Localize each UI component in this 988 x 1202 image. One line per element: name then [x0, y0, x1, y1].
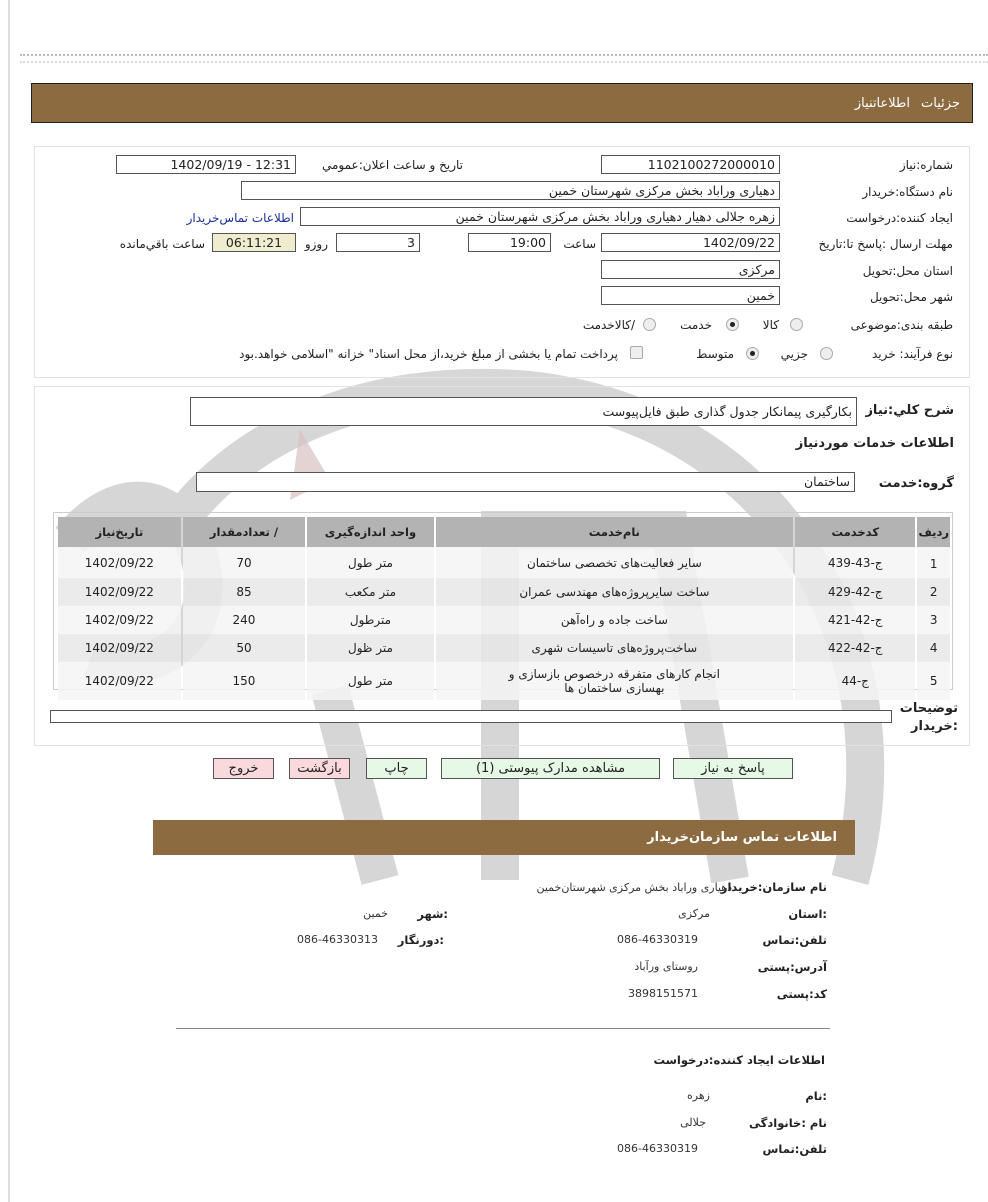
- deadline-label: مهلت ارسال :پاسخ تا:تاریخ: [818, 237, 953, 251]
- category-radio-service[interactable]: [726, 318, 739, 331]
- need-number-label: شماره:نیاز: [899, 158, 953, 172]
- print-button[interactable]: چاپ: [366, 758, 427, 779]
- remaining-label: ساعت باقي‌مانده: [119, 237, 205, 251]
- postal-code-label: کد:پستی: [776, 987, 827, 1001]
- table-row: [58, 547, 950, 578]
- table-header-row: [58, 517, 950, 547]
- cell-quantity: 85: [183, 578, 306, 606]
- cell-row-number: 2: [917, 578, 950, 606]
- cell-service-code: ج-42-429: [795, 578, 915, 606]
- respond-button[interactable]: پاسخ به نیاز: [673, 758, 793, 779]
- category-option-goods-service: /کالاخدمت: [582, 318, 635, 332]
- creator-info-title: اطلاعات ایجاد کننده:درخواست: [653, 1053, 825, 1067]
- cell-unit: مترطول: [307, 606, 433, 634]
- process-option-minor: جزيي: [780, 347, 808, 361]
- cell-quantity: 150: [183, 662, 306, 700]
- col-service-name: نام‌خدمت: [436, 517, 793, 547]
- creator-label: ایجاد کننده:درخواست: [846, 211, 953, 225]
- cell-quantity: 50: [183, 634, 306, 662]
- page-left-border: [8, 0, 10, 1202]
- cell-service-code: ج-43-439: [795, 547, 915, 578]
- cell-service-name: ساخت جاده و راه‌آهن: [436, 606, 793, 634]
- cell-need-date: 1402/09/22: [58, 634, 181, 662]
- province-contact-value: مرکزی: [678, 907, 710, 920]
- table-row: [58, 662, 950, 700]
- creator-name-label: :نام: [805, 1089, 827, 1103]
- services-heading: اطلاعات خدمات موردنیاز: [795, 436, 954, 451]
- address-value: روستای ورآباد: [634, 960, 698, 973]
- cell-quantity: 240: [183, 606, 306, 634]
- province-contact-label: :استان: [788, 907, 827, 921]
- buyer-org-label: نام دستگاه:خریدار: [862, 185, 953, 199]
- deadline-time-field: 19:00: [468, 233, 551, 252]
- cell-service-name: ساخت‌پروژه‌های تاسیسات شهری: [436, 634, 793, 662]
- cell-service-code: ج-44: [795, 662, 915, 700]
- city-contact-label: :شهر: [417, 907, 448, 921]
- cell-quantity: 70: [183, 547, 306, 578]
- treasury-payment-label: پرداخت تمام یا بخشی از مبلغ خرید،از محل اسناد" خزانه "اسلامی خواهد.بود: [239, 347, 618, 361]
- cell-unit: متر طول: [307, 662, 433, 700]
- header-title-details: جزئیات: [921, 96, 960, 111]
- table-row: [58, 634, 950, 662]
- org-name-value: دهیاری وراباد بخش مرکزی شهرستان‌خمین: [536, 881, 732, 894]
- buyer-notes-label: توضیحات :خریدار: [899, 701, 958, 734]
- city-field: خمین: [601, 286, 780, 305]
- fax-value: 086-46330313: [297, 933, 378, 946]
- service-group-label: گروه:خدمت: [878, 476, 954, 491]
- table-row: [58, 578, 950, 606]
- cell-service-name: انجام کارهای متفرقه درخصوص بازسازی و بهسازی ساختمان ها: [436, 662, 793, 700]
- creator-field: زهره جلالی دهیار دهیاری وراباد بخش مرکزی شهرستان خمین: [300, 207, 780, 226]
- creator-phone-value: 086-46330319: [617, 1142, 698, 1155]
- buyer-notes-field: [50, 710, 892, 723]
- process-radio-minor[interactable]: [820, 347, 833, 360]
- summary-label: شرح کلي:نیاز: [865, 403, 954, 418]
- header-title-need-info: اطلاعاتنیاز: [854, 96, 910, 111]
- cell-need-date: 1402/09/22: [58, 662, 181, 700]
- postal-code-value: 3898151571: [628, 987, 698, 1000]
- table-row: [58, 606, 950, 634]
- creator-name-value: زهره: [687, 1089, 710, 1102]
- buyer-contact-link[interactable]: اطلاعات تماس‌خریدار: [186, 211, 294, 225]
- category-radio-goods[interactable]: [790, 318, 803, 331]
- days-label: روزو: [304, 237, 328, 251]
- view-attachments-button[interactable]: مشاهده مدارک پیوستی (1): [441, 758, 660, 779]
- cell-need-date: 1402/09/22: [58, 578, 181, 606]
- section-divider: [176, 1028, 830, 1029]
- province-label: استان محل:تحویل: [862, 264, 953, 278]
- cell-service-name: ساخت سایرپروژه‌های مهندسی عمران: [436, 578, 793, 606]
- details-header-bar: [31, 83, 973, 123]
- province-field: مرکزی: [601, 260, 780, 279]
- remaining-timer: 06:11:21: [212, 233, 296, 252]
- category-option-goods: کالا: [762, 318, 779, 332]
- cell-row-number: 3: [917, 606, 950, 634]
- exit-button[interactable]: خروج: [213, 758, 274, 779]
- col-need-date: تاریخ‌نیاز: [58, 517, 181, 547]
- category-label: طبقه بندی:موضوعی: [850, 318, 953, 332]
- treasury-payment-checkbox[interactable]: [630, 346, 643, 359]
- cell-service-code: ج-42-421: [795, 606, 915, 634]
- creator-family-label: نام :خانوادگی: [749, 1116, 827, 1130]
- process-radio-medium[interactable]: [746, 347, 759, 360]
- top-divider: [20, 54, 988, 63]
- buyer-contact-header: [153, 820, 855, 855]
- col-service-code: کدخدمت: [795, 517, 915, 547]
- announce-field: 1402/09/19 - 12:31: [116, 155, 296, 174]
- col-quantity: / تعدادمقدار: [183, 517, 306, 547]
- announce-label: تاریخ و ساعت اعلان:عمومي: [321, 158, 463, 172]
- city-label: شهر محل:تحویل: [869, 290, 953, 304]
- cell-unit: متر طول: [307, 547, 433, 578]
- buyer-org-field: دهیاری وراباد بخش مرکزی شهرستان خمین: [241, 181, 780, 200]
- city-contact-value: خمین: [363, 907, 388, 920]
- address-label: آدرس:پستی: [757, 960, 827, 974]
- col-unit: واحد اندازه‌گیری: [307, 517, 433, 547]
- cell-service-name: سایر فعالیت‌های تخصصی ساختمان: [436, 547, 793, 578]
- need-number-field: 1102100272000010: [601, 155, 780, 174]
- cell-unit: متر مکعب: [307, 578, 433, 606]
- service-group-field: ساختمان: [196, 472, 855, 492]
- creator-family-value: جلالی: [680, 1116, 706, 1129]
- phone-label: تلفن:تماس: [762, 933, 827, 947]
- cell-service-code: ج-42-422: [795, 634, 915, 662]
- deadline-time-label: ساعت: [563, 237, 596, 251]
- back-button[interactable]: بازگشت: [289, 758, 350, 779]
- cell-row-number: 4: [917, 634, 950, 662]
- category-option-service: خدمت: [680, 318, 712, 332]
- cell-row-number: 1: [917, 547, 950, 578]
- deadline-date-field: 1402/09/22: [601, 233, 780, 252]
- days-field: 3: [336, 233, 420, 252]
- cell-row-number: 5: [917, 662, 950, 700]
- summary-field: بکارگیری پیمانکار جدول گذاری طبق فایل‌پیوست: [190, 397, 857, 426]
- org-name-label: نام سازمان:خریدار: [720, 880, 827, 894]
- buyer-contact-title: اطلاعات تماس سازمان‌خریدار: [647, 830, 837, 845]
- cell-unit: متر ظول: [307, 634, 433, 662]
- process-label: نوع فرآیند: خرید: [872, 347, 953, 361]
- cell-need-date: 1402/09/22: [58, 547, 181, 578]
- category-radio-goods-service[interactable]: [643, 318, 656, 331]
- cell-need-date: 1402/09/22: [58, 606, 181, 634]
- phone-value: 086-46330319: [617, 933, 698, 946]
- fax-label: :دورنگار: [397, 933, 444, 947]
- process-option-medium: متوسط: [696, 347, 734, 361]
- col-row-number: ردیف: [917, 517, 950, 547]
- services-table: [56, 517, 952, 700]
- creator-phone-label: تلفن:تماس: [762, 1142, 827, 1156]
